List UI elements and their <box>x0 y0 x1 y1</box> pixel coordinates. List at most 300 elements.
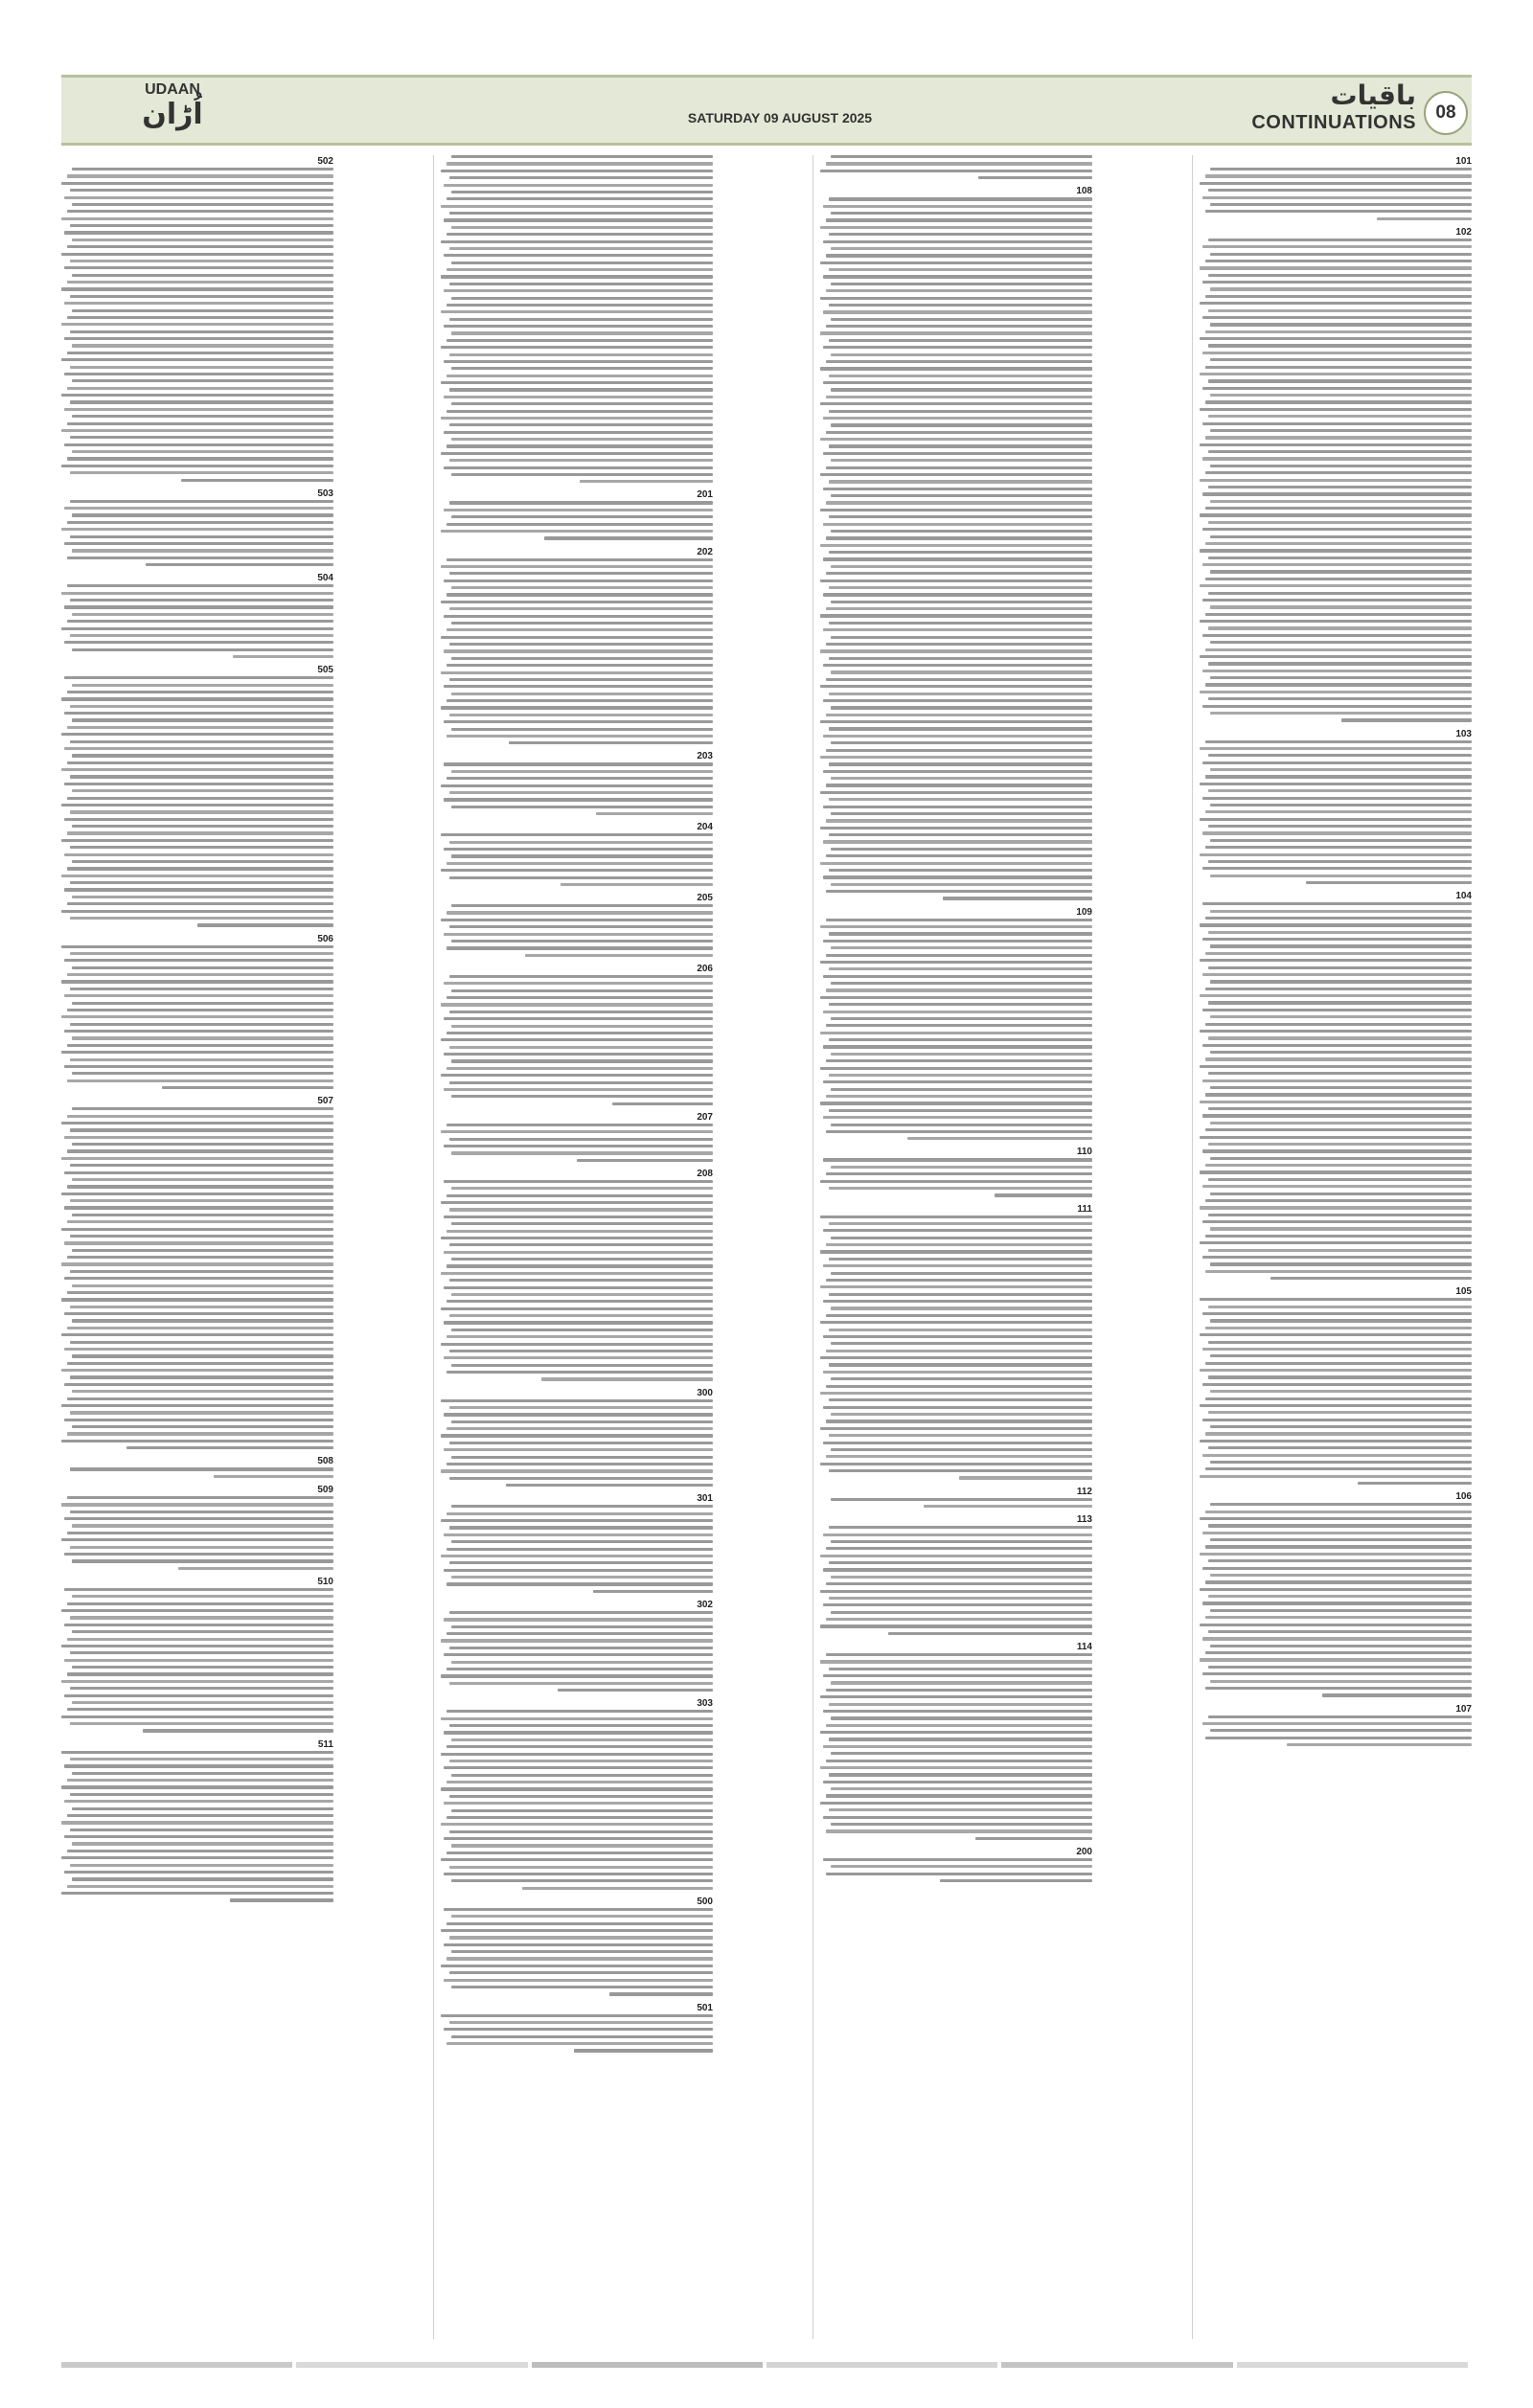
text-line <box>1202 1602 1472 1604</box>
text-line <box>1200 1298 1472 1301</box>
text-line <box>1210 1227 1472 1230</box>
brand-name-english: UDAAN <box>145 81 200 98</box>
text-line <box>820 1032 1092 1034</box>
text-line <box>1205 1397 1472 1400</box>
text-line <box>441 205 713 208</box>
text-line <box>1210 712 1472 715</box>
text-line <box>444 1873 713 1875</box>
text-line <box>509 741 713 744</box>
text-line <box>823 1858 1092 1861</box>
text-line <box>444 1908 713 1911</box>
text-line <box>1200 1588 1472 1591</box>
footer-segment <box>1237 2362 1468 2368</box>
text-line <box>72 1877 333 1880</box>
text-line <box>64 1312 333 1315</box>
text-line <box>64 1624 333 1626</box>
text-line <box>1200 373 1472 375</box>
text-line <box>441 833 713 836</box>
text-line <box>823 1264 1092 1267</box>
text-line <box>1210 253 1472 256</box>
text-line <box>72 648 333 651</box>
text-line <box>72 309 333 312</box>
continuation-item <box>61 488 333 567</box>
text-line <box>72 1249 333 1252</box>
text-line <box>72 1630 333 1633</box>
text-line <box>1200 620 1472 623</box>
text-line <box>449 1011 713 1013</box>
text-line <box>1205 330 1472 333</box>
text-line <box>61 1369 333 1372</box>
item-number: 102 <box>1455 226 1472 238</box>
text-line <box>451 1774 713 1777</box>
continuation-item <box>61 1576 333 1733</box>
text-line <box>61 1821 333 1824</box>
text-line <box>820 720 1092 723</box>
text-line <box>831 946 1092 949</box>
text-line <box>70 1829 333 1831</box>
text-line <box>820 961 1092 964</box>
text-line <box>72 1390 333 1393</box>
text-line <box>1202 1454 1472 1457</box>
text-line <box>61 1333 333 1336</box>
text-line <box>451 940 713 943</box>
text-line <box>1202 938 1472 941</box>
text-line <box>826 1689 1092 1692</box>
text-line <box>444 1413 713 1416</box>
text-line <box>446 1124 713 1126</box>
text-line <box>831 1448 1092 1451</box>
text-line <box>64 507 333 510</box>
text-line <box>446 1781 713 1783</box>
text-line <box>67 1779 333 1782</box>
text-line <box>1205 578 1472 580</box>
text-line <box>70 775 333 778</box>
text-line <box>64 1764 333 1767</box>
text-line <box>64 1171 333 1174</box>
text-line <box>61 627 333 630</box>
text-line <box>441 601 713 603</box>
text-line <box>831 1088 1092 1091</box>
text-line <box>1200 513 1472 516</box>
text-line <box>70 1864 333 1867</box>
text-line <box>61 945 333 948</box>
text-line <box>1208 1341 1472 1344</box>
text-line <box>64 408 333 411</box>
text-line <box>1202 316 1472 319</box>
text-line <box>829 1526 1092 1529</box>
text-line <box>444 1356 713 1359</box>
text-line <box>451 1456 713 1459</box>
text-line <box>67 1009 333 1011</box>
text-line <box>1205 260 1472 262</box>
text-line <box>72 513 333 516</box>
text-line <box>829 762 1092 765</box>
text-line <box>820 1590 1092 1593</box>
text-line <box>1210 1122 1472 1124</box>
continuation-item <box>820 1641 1092 1840</box>
text-line <box>820 791 1092 794</box>
text-line <box>558 1689 713 1692</box>
text-line <box>446 1710 713 1713</box>
item-number: 508 <box>317 1456 333 1467</box>
text-line <box>449 1208 713 1211</box>
text-line <box>64 1419 333 1421</box>
item-number: 106 <box>1455 1491 1472 1503</box>
text-column-3 <box>441 155 713 2339</box>
text-line <box>446 1230 713 1233</box>
text-line <box>1205 1023 1472 1026</box>
text-line <box>823 205 1092 208</box>
text-line <box>1210 1354 1472 1357</box>
continuation-item <box>1200 226 1472 722</box>
text-line <box>72 754 333 757</box>
text-line <box>64 747 333 750</box>
text-line <box>1205 1164 1472 1167</box>
text-line <box>831 777 1092 780</box>
text-line <box>1210 944 1472 947</box>
text-line <box>444 218 713 221</box>
text-line <box>72 613 333 616</box>
text-line <box>70 1546 333 1549</box>
text-line <box>67 210 333 213</box>
text-line <box>67 1079 333 1082</box>
text-line <box>1202 670 1472 672</box>
text-line <box>826 536 1092 539</box>
text-line <box>233 655 333 658</box>
text-line <box>1210 168 1472 170</box>
text-line <box>67 1397 333 1400</box>
text-line <box>820 1067 1092 1070</box>
text-line <box>61 429 333 432</box>
text-line <box>67 1044 333 1047</box>
text-line <box>826 501 1092 504</box>
text-line <box>593 1590 713 1593</box>
text-line <box>823 806 1092 808</box>
text-line <box>1200 1101 1472 1103</box>
text-line <box>64 1659 333 1662</box>
text-line <box>1202 245 1472 248</box>
text-line <box>826 1095 1092 1098</box>
text-line <box>1200 1170 1472 1173</box>
text-line <box>451 1258 713 1261</box>
text-line <box>446 558 713 561</box>
text-line <box>820 649 1092 652</box>
text-line <box>451 770 713 773</box>
text-line <box>444 1321 713 1324</box>
text-line <box>67 691 333 693</box>
text-line <box>829 551 1092 554</box>
item-number: 204 <box>697 822 713 833</box>
continuation-item <box>441 963 713 1105</box>
text-line <box>72 1214 333 1216</box>
text-line <box>449 841 713 844</box>
text-line <box>829 1329 1092 1331</box>
text-line <box>826 919 1092 921</box>
text-line <box>446 523 713 526</box>
text-line <box>67 316 333 319</box>
text-line <box>1210 1157 1472 1160</box>
text-line <box>72 379 333 382</box>
text-line <box>1208 274 1472 277</box>
text-line <box>1200 1369 1472 1372</box>
text-line <box>1202 1383 1472 1386</box>
text-line <box>1202 973 1472 976</box>
text-column-4 <box>61 155 333 2339</box>
text-line <box>449 607 713 610</box>
text-line <box>826 1794 1092 1797</box>
text-line <box>446 1548 713 1551</box>
text-line <box>70 1235 333 1238</box>
text-line <box>72 860 333 863</box>
text-line <box>1208 309 1472 312</box>
text-line <box>826 325 1092 328</box>
text-line <box>831 636 1092 639</box>
text-line <box>70 810 333 813</box>
text-line <box>446 699 713 702</box>
text-line <box>831 1716 1092 1719</box>
text-line <box>831 1124 1092 1126</box>
text-line <box>446 777 713 780</box>
text-line <box>446 1427 713 1430</box>
text-line <box>61 528 333 531</box>
text-line <box>449 2021 713 2024</box>
text-line <box>823 1080 1092 1083</box>
text-line <box>829 1668 1092 1670</box>
text-line <box>451 1025 713 1028</box>
text-line <box>1202 1419 1472 1421</box>
text-line <box>823 1568 1092 1571</box>
text-line <box>449 1830 713 1833</box>
text-line <box>197 923 333 926</box>
item-number: 500 <box>697 1896 713 1907</box>
text-line <box>178 1567 333 1570</box>
text-line <box>826 1618 1092 1621</box>
text-line <box>451 1625 713 1628</box>
text-line <box>70 1467 333 1470</box>
text-line <box>61 875 333 877</box>
text-line <box>823 240 1092 243</box>
text-line <box>446 444 713 447</box>
brand-name-urdu: اُڑان <box>142 98 203 131</box>
continuation-item <box>441 892 713 957</box>
continuation-item <box>441 1168 713 1381</box>
text-line <box>61 1785 333 1788</box>
text-line <box>1208 1107 1472 1110</box>
item-number: 112 <box>1076 1486 1092 1497</box>
text-line <box>831 982 1092 985</box>
text-line <box>1210 676 1472 679</box>
text-line <box>826 1724 1092 1727</box>
text-line <box>444 509 713 511</box>
text-line <box>1205 1199 1472 1202</box>
text-line <box>829 657 1092 660</box>
text-line <box>72 1002 333 1005</box>
continuation-item <box>820 1146 1092 1196</box>
text-line <box>72 718 333 721</box>
text-line <box>72 1807 333 1810</box>
text-line <box>1208 1178 1472 1181</box>
text-line <box>1205 1687 1472 1690</box>
text-line <box>70 1058 333 1061</box>
text-line <box>831 601 1092 603</box>
text-line <box>820 170 1092 172</box>
text-line <box>823 346 1092 349</box>
item-number: 202 <box>697 546 713 557</box>
text-line <box>820 226 1092 229</box>
text-line <box>446 1957 713 1960</box>
text-line <box>820 756 1092 759</box>
text-line <box>449 501 713 504</box>
text-line <box>826 1172 1092 1175</box>
text-line <box>826 784 1092 786</box>
text-line <box>67 726 333 729</box>
text-line <box>70 224 333 227</box>
text-line <box>1202 1079 1472 1082</box>
text-line <box>67 761 333 764</box>
text-line <box>1208 1143 1472 1146</box>
footer-segment <box>1001 2362 1232 2368</box>
text-line <box>561 883 713 886</box>
section-title-urdu: باقیات <box>1330 80 1416 111</box>
text-line <box>1210 1729 1472 1732</box>
text-line <box>446 664 713 667</box>
text-line <box>70 740 333 743</box>
text-line <box>61 1404 333 1407</box>
text-line <box>444 184 713 187</box>
text-line <box>826 572 1092 575</box>
text-line <box>70 1411 333 1414</box>
text-line <box>1210 1609 1472 1612</box>
text-line <box>831 1865 1092 1868</box>
text-line <box>831 706 1092 709</box>
text-line <box>823 1229 1092 1232</box>
text-line <box>449 1477 713 1480</box>
text-line <box>181 479 333 482</box>
text-line <box>1208 966 1472 969</box>
text-line <box>1210 429 1472 432</box>
text-line <box>829 1038 1092 1041</box>
text-line <box>820 473 1092 476</box>
article-columns <box>61 155 1472 2339</box>
text-line <box>441 1639 713 1642</box>
text-line <box>441 170 713 172</box>
text-line <box>506 1484 713 1487</box>
text-line <box>70 1341 333 1344</box>
text-line <box>441 2014 713 2017</box>
item-number: 511 <box>317 1738 333 1750</box>
text-line <box>820 1250 1092 1253</box>
text-line <box>1202 1009 1472 1011</box>
text-line <box>1210 605 1472 608</box>
text-line <box>72 274 333 277</box>
text-line <box>1202 387 1472 390</box>
text-line <box>829 1434 1092 1437</box>
text-line <box>1205 775 1472 778</box>
text-line <box>230 1898 333 1901</box>
text-line <box>444 1448 713 1451</box>
text-line <box>451 331 713 334</box>
text-line <box>441 919 713 921</box>
text-line <box>1322 1693 1472 1696</box>
text-line <box>831 423 1092 426</box>
text-line <box>444 1766 713 1769</box>
text-line <box>61 1503 333 1506</box>
footer-segment <box>532 2362 763 2368</box>
continuation-item <box>61 155 333 482</box>
text-line <box>446 1816 713 1819</box>
text-line <box>831 318 1092 321</box>
text-line <box>72 1772 333 1775</box>
text-line <box>823 1533 1092 1536</box>
text-line <box>441 1469 713 1472</box>
text-line <box>831 1237 1092 1239</box>
text-line <box>61 697 333 700</box>
text-line <box>820 1285 1092 1288</box>
text-line <box>820 685 1092 688</box>
text-line <box>1200 182 1472 185</box>
text-line <box>451 367 713 370</box>
text-line <box>449 1442 713 1444</box>
text-line <box>67 1638 333 1641</box>
text-line <box>1208 789 1472 792</box>
text-line <box>823 940 1092 943</box>
text-line <box>70 500 333 503</box>
text-line <box>70 189 333 192</box>
text-line <box>823 1710 1092 1713</box>
text-line <box>1200 1333 1472 1336</box>
continuation-item <box>820 155 1092 179</box>
text-line <box>61 1645 333 1647</box>
text-line <box>444 1088 713 1091</box>
text-line <box>449 1611 713 1614</box>
text-line <box>67 1496 333 1499</box>
text-line <box>1200 479 1472 482</box>
text-line <box>72 789 333 792</box>
text-line <box>826 1350 1092 1352</box>
text-line <box>441 381 713 384</box>
text-line <box>449 643 713 646</box>
text-line <box>441 671 713 674</box>
text-line <box>1205 295 1472 298</box>
text-line <box>64 1241 333 1244</box>
text-line <box>446 268 713 271</box>
text-line <box>70 1511 333 1513</box>
text-line <box>70 1306 333 1308</box>
text-line <box>451 261 713 264</box>
section-title-english: CONTINUATIONS <box>1251 112 1416 133</box>
text-line <box>1210 1645 1472 1647</box>
text-line <box>67 1432 333 1435</box>
item-number: 302 <box>697 1599 713 1610</box>
text-line <box>823 593 1092 596</box>
text-line <box>826 1130 1092 1133</box>
item-number: 205 <box>697 893 713 904</box>
text-line <box>64 1277 333 1280</box>
text-line <box>67 387 333 390</box>
text-line <box>449 212 713 215</box>
text-line <box>1210 323 1472 326</box>
continuation-item <box>1200 1490 1472 1696</box>
text-line <box>580 480 713 483</box>
item-number: 303 <box>697 1698 713 1710</box>
text-line <box>449 572 713 575</box>
text-line <box>451 1187 713 1190</box>
text-line <box>820 1427 1092 1430</box>
text-line <box>823 875 1092 878</box>
text-line <box>70 988 333 990</box>
text-line <box>831 283 1092 285</box>
text-line <box>61 253 333 256</box>
